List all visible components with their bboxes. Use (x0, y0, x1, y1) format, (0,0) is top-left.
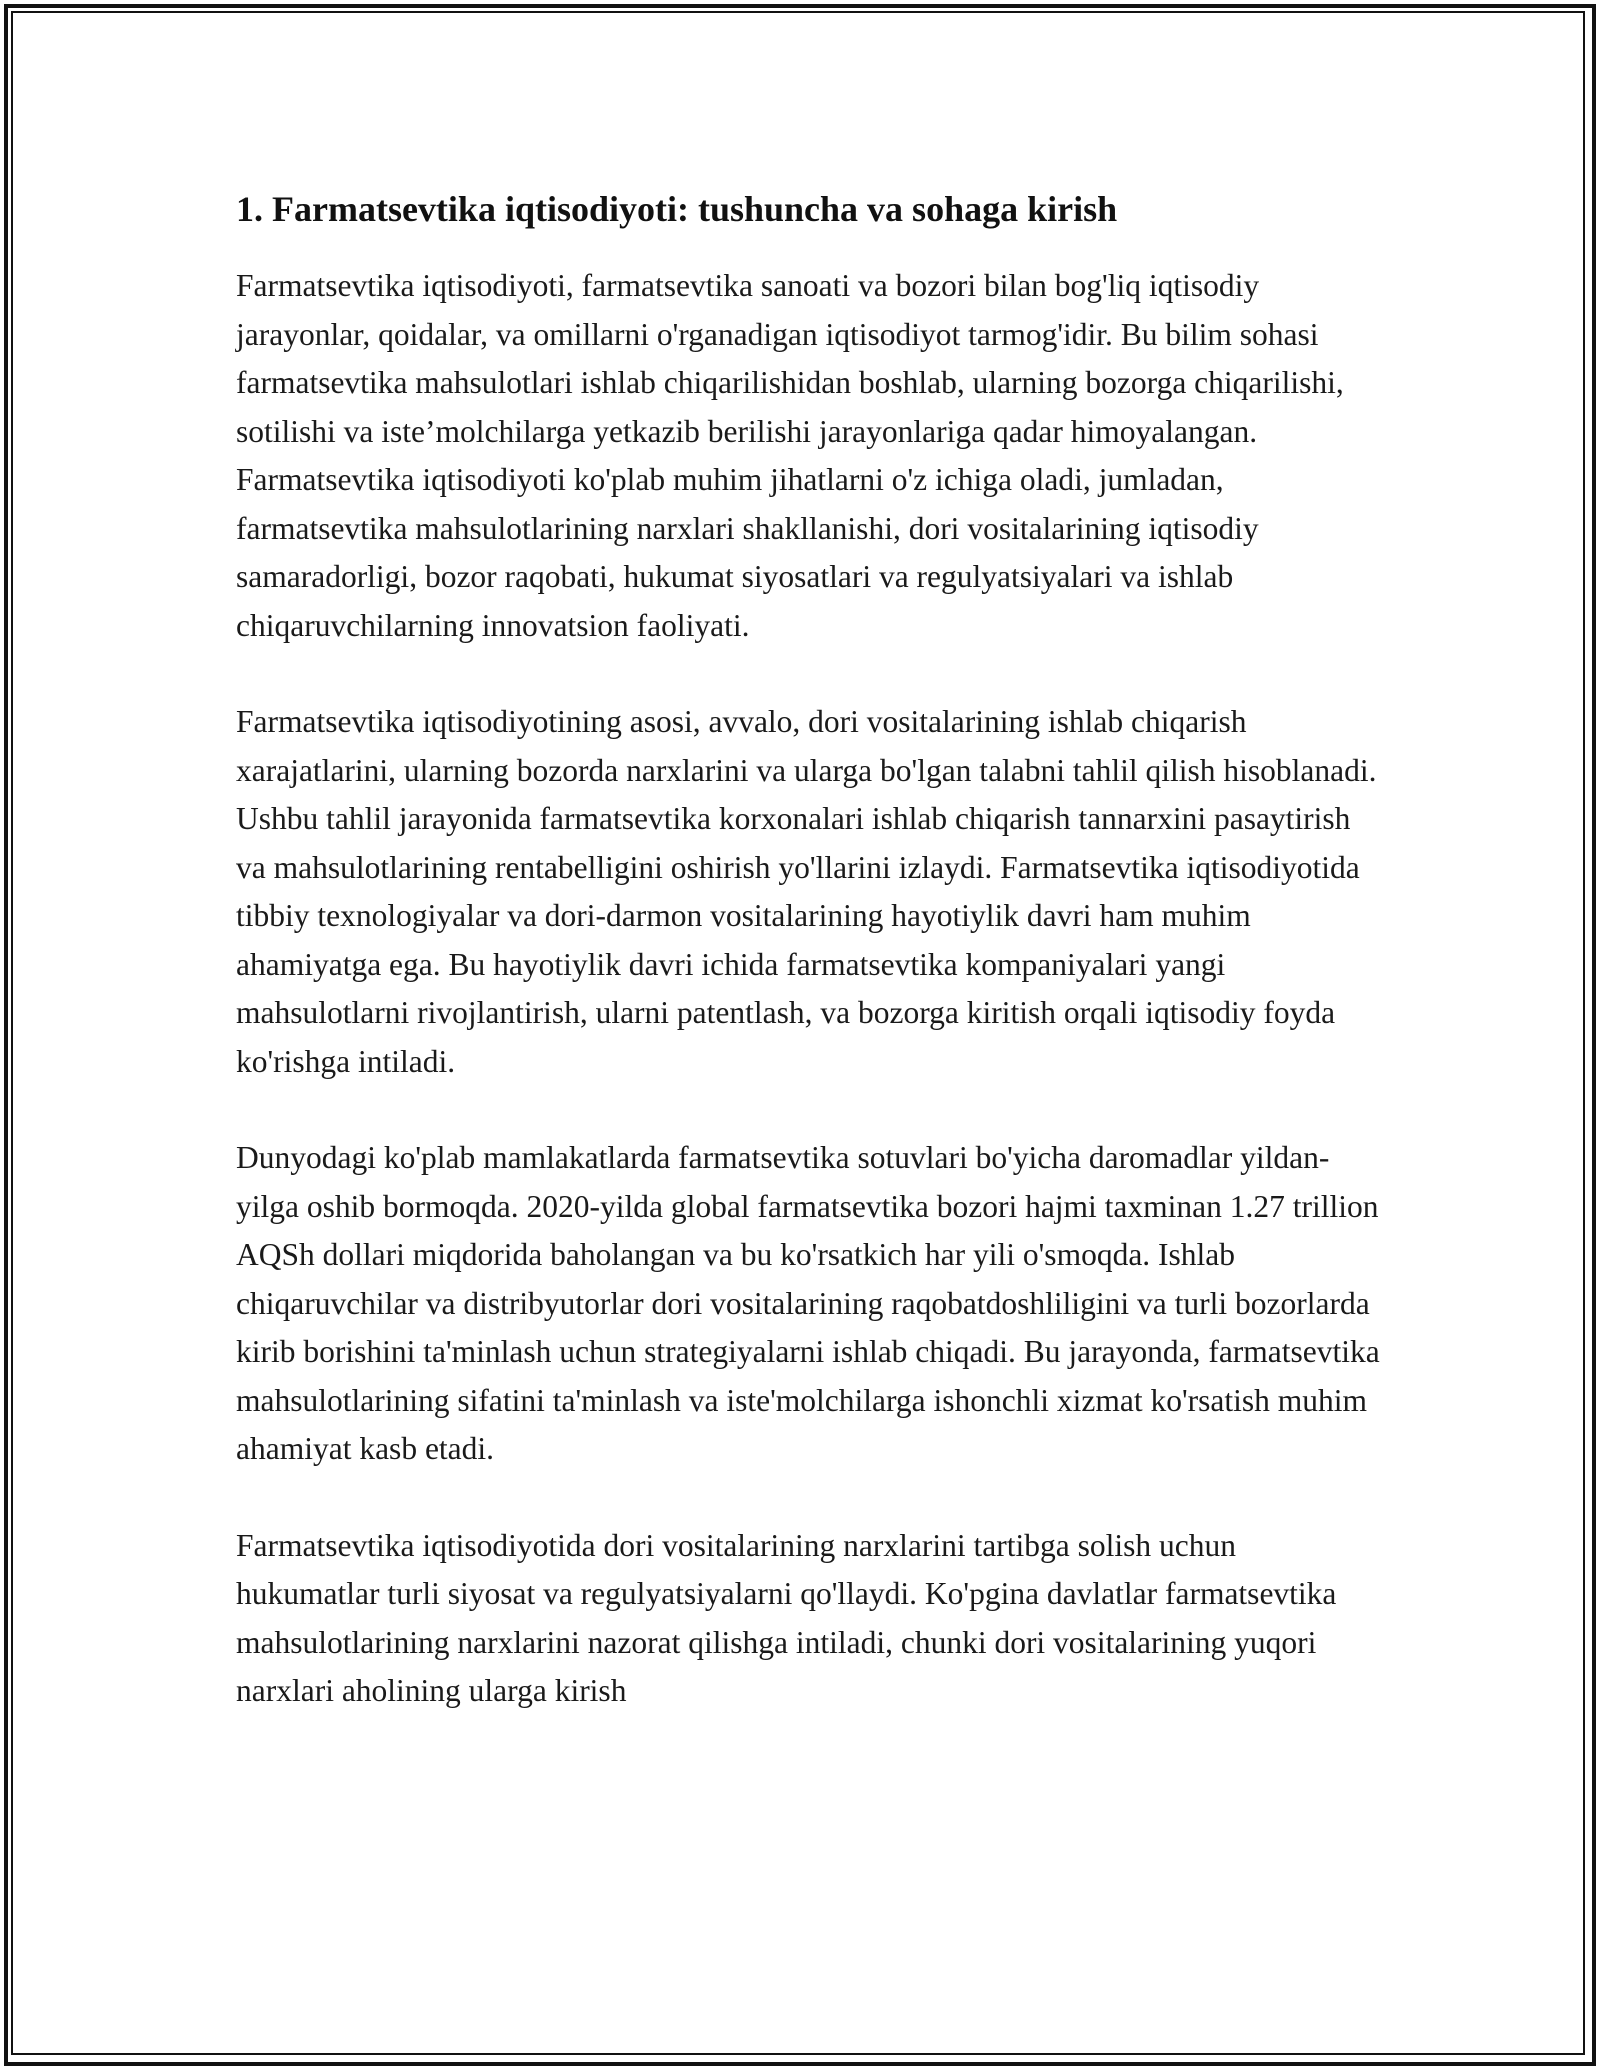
paragraph-1: Farmatsevtika iqtisodiyoti, farmatsevtika sanoati va bozori bilan bog'liq iqtisodiy jarayonlar, qoidalar, va omillarni o'rganadigan iqtisodiyot tarmog'idir. Bu bilim sohasi farmatsevtika mahsulotlari ishlab chiqarilishidan boshlab, ularning bozorga chiqarilishi, sotilishi va iste’molchilarga yetkazib berilishi jarayonlariga qadar himoyalangan. Farmatsevtika iqtisodiyoti ko'plab muhim jihatlarni o'z ichiga oladi, jumladan, farmatsevtika mahsulotlarining narxlari shakllanishi, dori vositalarining iqtisodiy samaradorligi, bozor raqobati, hukumat siyosatlari va regulyatsiyalari va ishlab chiqaruvchilarning innovatsion faoliyati. (236, 268, 1344, 643)
paragraph-2: Farmatsevtika iqtisodiyotining asosi, avvalo, dori vositalarining ishlab chiqarish xarajatlarini, ularning bozorda narxlarini va ularga bo'lgan talabni tahlil qilish hisoblanadi. Ushbu tahlil jarayonida farmatsevtika korxonalari ishlab chiqarish tannarxini pasaytirish va mahsulotlarining rentabelligini oshirish yo'llarini izlaydi. Farmatsevtika iqtisodiyotida tibbiy texnologiyalar va dori-darmon vositalarining hayotiylik davri ham muhim ahamiyatga ega. Bu hayotiylik davri ichida farmatsevtika kompaniyalari yangi mahsulotlarni rivojlantirish, ularni patentlash, va bozorga kiritish orqali iqtisodiy foyda ko'rishga intiladi. (236, 704, 1377, 1079)
section-heading: 1. Farmatsevtika iqtisodiyoti: tushuncha va sohaga kirish (236, 189, 1118, 229)
paragraph-4: Farmatsevtika iqtisodiyotida dori vositalarining narxlarini tartibga solish uchun hukumatlar turli siyosat va regulyatsiyalarni qo'llaydi. Ko'pgina davlatlar farmatsevtika mahsulotlarining narxlarini nazorat qilishga intiladi, chunki dori vositalarining yuqori narxlari aholining ularga kirish (236, 1527, 1337, 1708)
document-body (236, 186, 1386, 1764)
paragraph-3: Dunyodagi ko'plab mamlakatlarda farmatsevtika sotuvlari bo'yicha daromadlar yildan-yilga oshib bormoqda. 2020-yilda global farmatsevtika bozori hajmi taxminan 1.27 trillion AQSh dollari miqdorida baholangan va bu ko'rsatkich har yili o'smoqda. Ishlab chiqaruvchilar va distribyutorlar dori vositalarining raqobatdoshliligini va turli bozorlarda kirib borishini ta'minlash uchun strategiyalarni ishlab chiqadi. Bu jarayonda, farmatsevtika mahsulotlarining sifatini ta'minlash va iste'molchilarga ishonchli xizmat ko'rsatish muhim ahamiyat kasb etadi. (236, 1140, 1380, 1466)
